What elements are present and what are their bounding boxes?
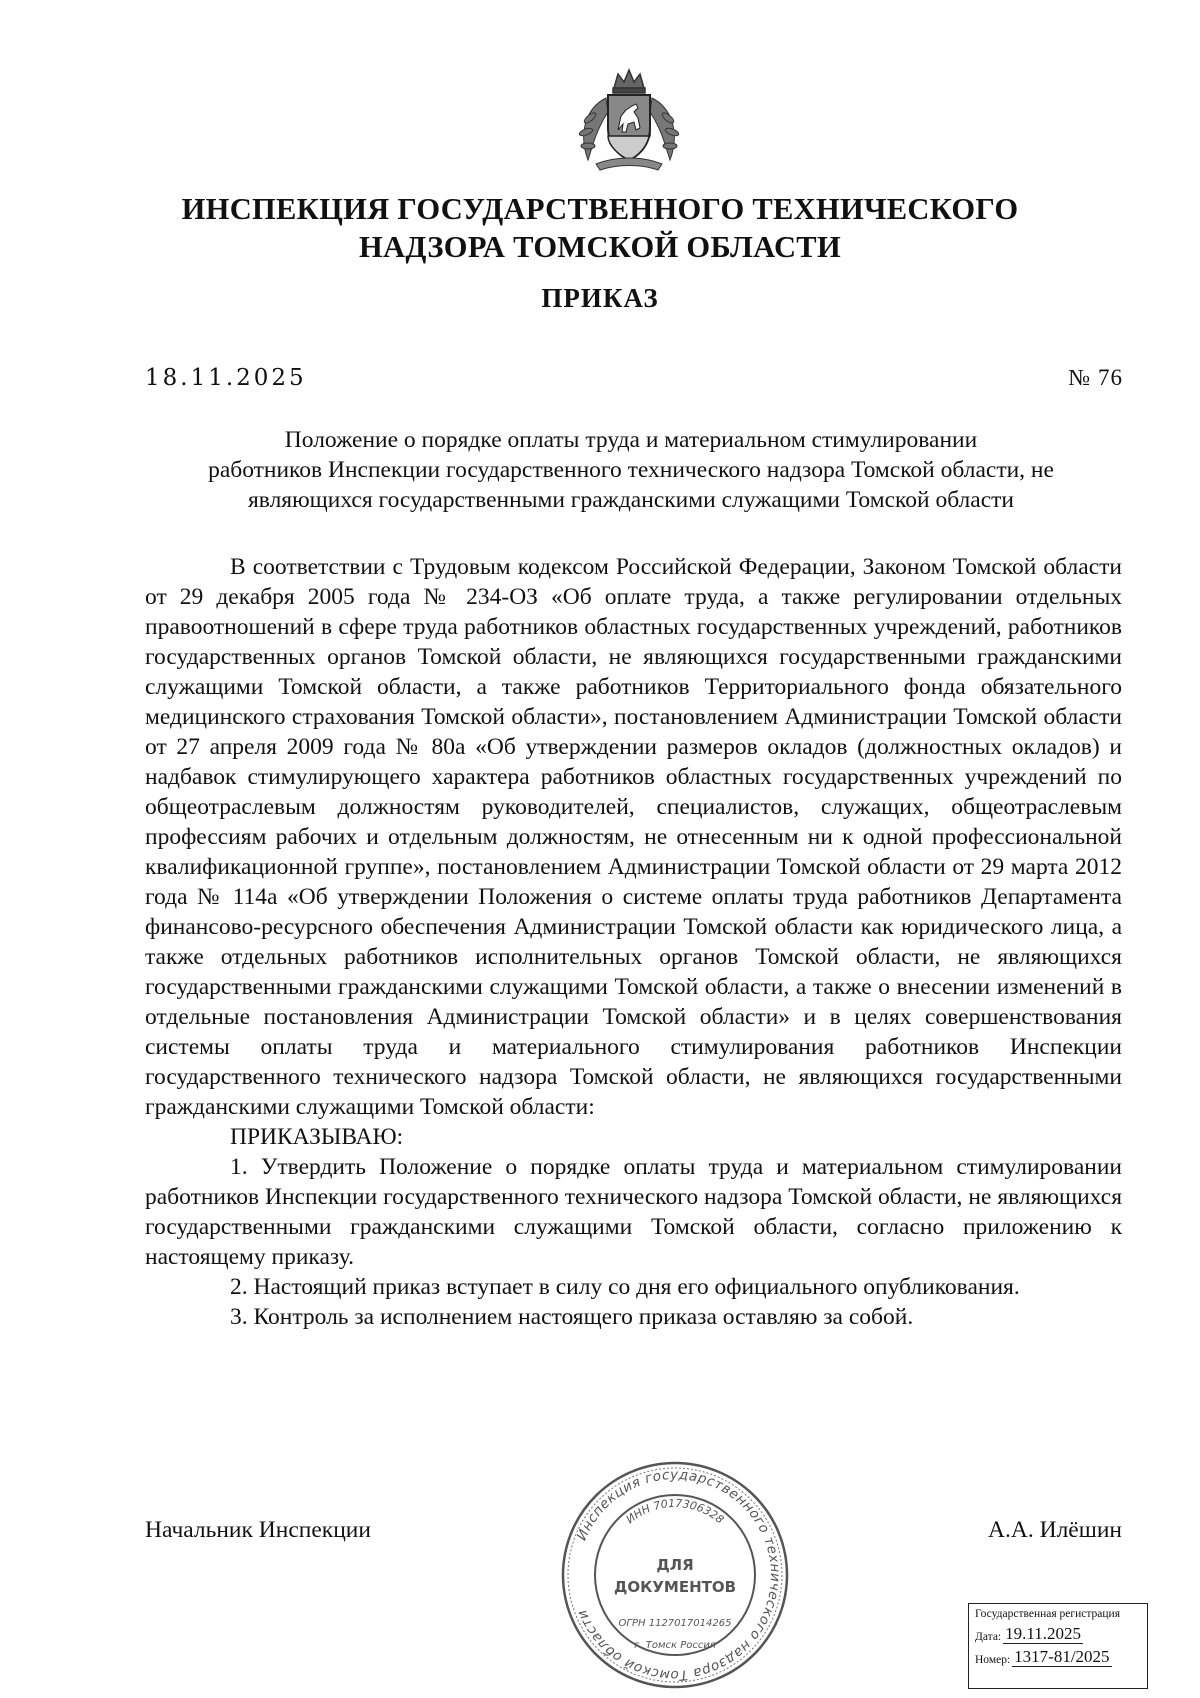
document-body: [145, 552, 1122, 1332]
signer-position: Начальник Инспекции: [145, 1517, 371, 1543]
registration-number-row: [975, 1647, 1141, 1667]
seal-inn: ИНН 7017306328: [623, 1496, 727, 1527]
registration-date-label: Дата:: [975, 1631, 1002, 1643]
registration-title: Государственная регистрация: [975, 1608, 1120, 1620]
signer-name: А.А. Илёшин: [988, 1517, 1122, 1543]
subject-line1: Положение о порядке оплаты труда и материальном стимулировании: [284, 427, 978, 453]
organization-title: [0, 190, 1200, 266]
order-item-3: 3. Контроль за исполнением настоящего приказа оставляю за собой.: [230, 1304, 914, 1330]
seal-ogrn: ОГРН 1127017014265: [618, 1618, 732, 1629]
svg-text:ИНН 7017306328: [624, 1497, 727, 1526]
registration-date-row: [975, 1624, 1141, 1644]
preamble-paragraph: В соответствии с Трудовым кодексом Российской Федерации, Законом Томской области от 29 декабря 2005 года № 234-ОЗ «Об оплате труда, а также регулировании отдельных правоотношений в сфере труда работников областных государственных учреждений, работников государственных органов Томской области, не являющихся государственными гражданскими служащими Томской области, а также работников Территориального фонда обязательного медицинского страхования Томской области», постановлением Администрации Томской области от 27 апреля 2009 года № 80а «Об утверждении размеров окладов (должностных окладов) и надбавок стимулирующего характера работников областных государственных учреждений по общеотраслевым должностям руководителей, специалистов, служащих, общеотраслевым профессиям рабочих и отдельным должностям, не отнесенным ни к одной профессиональной квалификационной группе», постановлением Администрации Томской области от 29 марта 2012 года № 114а «Об утверждении Положения о системе оплаты труда работников Департамента финансово-ресурсного обеспечения Администрации Томской области как юридического лица, а также отдельных работников исполнительных органов Томской области, не являющихся государственными гражданскими служащими Томской области, а также о внесении изменений в отдельные постановления Администрации Томской области» и в целях совершенствования системы оплаты труда и материального стимулирования работников Инспекции государственного технического надзора Томской области, не являющихся государственными гражданскими служащими Томской области:: [145, 554, 1122, 1120]
document-number: № 76: [1068, 365, 1123, 390]
seal-center-line1: ДЛЯ: [656, 1556, 694, 1574]
document-type: ПРИКАЗ: [541, 283, 659, 313]
seal-outer-text: Инспекция государственного технического надзора Томской области: [573, 1466, 784, 1684]
order-word: ПРИКАЗЫВАЮ:: [230, 1124, 404, 1150]
seal-city: г. Томск Россия: [634, 1640, 716, 1651]
subject-line2: работников Инспекции государственного технического надзора Томской области, не: [208, 457, 1054, 483]
organization-title-line2: НАДЗОРА ТОМСКОЙ ОБЛАСТИ: [359, 230, 841, 264]
order-item-1: 1. Утвердить Положение о порядке оплаты труда и материальном стимулировании работников Инспекции государственного технического надзора Томской области, не являющихся государственными гражданскими служащими Томской области, согласно приложению к настоящему приказу.: [145, 1154, 1122, 1270]
round-stamp-icon: [558, 1458, 792, 1692]
order-item-2: 2. Настоящий приказ вступает в силу со дня его официального опубликования.: [230, 1274, 1020, 1300]
registration-number-value: 1317-81/2025: [1014, 1647, 1110, 1666]
document-date: 18.11.2025: [145, 365, 307, 391]
seal-center-line2: ДОКУМЕНТОВ: [613, 1578, 737, 1596]
registration-date-value: 19.11.2025: [1005, 1624, 1081, 1643]
document-subject: [140, 425, 1122, 515]
organization-title-line1: ИНСПЕКЦИЯ ГОСУДАРСТВЕННОГО ТЕХНИЧЕСКОГО: [181, 192, 1019, 226]
registration-box: [968, 1603, 1148, 1689]
coat-of-arms-icon: [566, 68, 692, 176]
subject-line3: являющихся государственными гражданскими служащими Томской области: [247, 487, 1014, 513]
registration-number-label: Номер:: [975, 1654, 1011, 1666]
